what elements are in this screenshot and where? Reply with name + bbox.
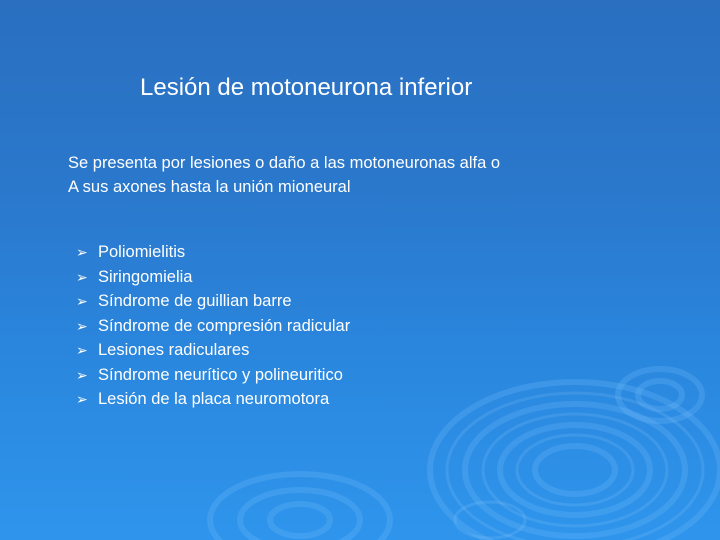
slide-title: Lesión de motoneurona inferior <box>140 74 473 101</box>
list-item-label: Síndrome neurítico y polineuritico <box>98 365 343 384</box>
list-item <box>76 314 350 339</box>
list-item <box>76 363 350 388</box>
list-item-label: Lesión de la placa neuromotora <box>98 390 330 408</box>
arrow-bullet-icon: ➢ <box>76 317 88 334</box>
list-item-label: Lesiones radiculares <box>98 341 250 359</box>
arrow-bullet-icon: ➢ <box>76 244 88 260</box>
list-item-label: Poliomielitis <box>98 243 186 261</box>
list-item <box>76 265 350 290</box>
list-item <box>76 338 350 363</box>
list-item <box>76 240 350 265</box>
arrow-bullet-icon: ➢ <box>76 342 88 358</box>
arrow-bullet-icon: ➢ <box>76 293 88 309</box>
arrow-bullet-icon: ➢ <box>76 366 88 383</box>
arrow-bullet-icon: ➢ <box>76 268 88 285</box>
list-item-label: Síndrome de guillian barre <box>98 292 292 310</box>
intro-line-1: Se presenta por lesiones o daño a las motoneuronas alfa o <box>68 154 501 172</box>
bullet-list <box>76 240 350 412</box>
list-item <box>76 289 350 314</box>
list-item-label: Síndrome de compresión radicular <box>98 316 351 335</box>
list-item <box>76 387 350 412</box>
list-item-label: Siringomielia <box>98 267 193 286</box>
intro-paragraph <box>68 151 500 199</box>
intro-line-2: A sus axones hasta la unión mioneural <box>68 178 351 196</box>
arrow-bullet-icon: ➢ <box>76 391 88 407</box>
